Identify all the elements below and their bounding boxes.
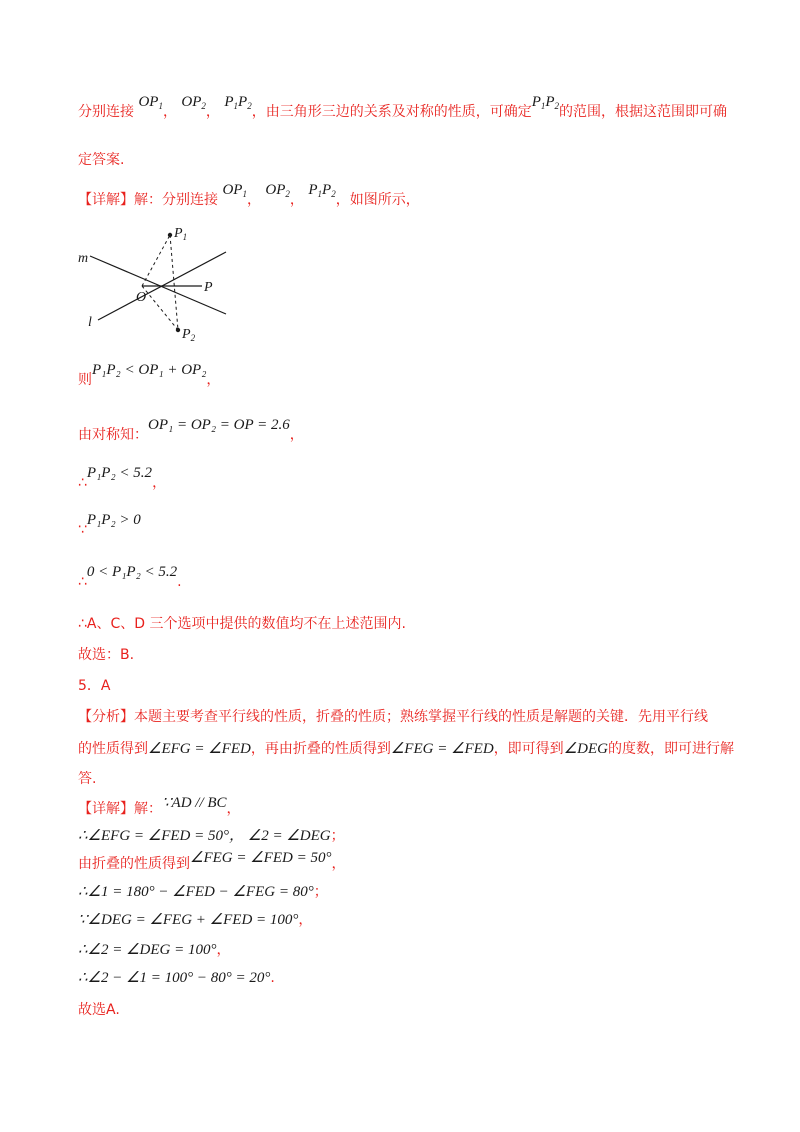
step-suffix: . — [270, 970, 275, 986]
step-formula: P₁P₂ < OP₁ + OP₂ — [92, 362, 207, 378]
step-prefix: 由对称知： — [78, 427, 148, 443]
text: 的度数，即可进行解 — [607, 741, 734, 757]
step-line — [78, 968, 275, 988]
step-line — [78, 362, 221, 390]
step-formula: ∴∠2 = ∠DEG = 100° — [78, 942, 217, 958]
label-m: m — [78, 251, 89, 266]
detail-line — [78, 182, 420, 214]
step-prefix: 则 — [78, 372, 92, 388]
analysis-tag: 【分析】 — [78, 709, 134, 725]
comma: ， — [246, 192, 261, 208]
question-header: 5．A — [78, 678, 111, 694]
step-suffix: ， — [331, 856, 346, 872]
formula-p1p2: $P_1P_2$ — [531, 94, 560, 111]
step-line — [78, 465, 167, 493]
text: ，再由折叠的性质得到 — [250, 741, 391, 757]
step-prefix: ∵ — [78, 522, 87, 538]
step-formula: ∴∠EFG = ∠FED = 50°， ∠2 = ∠DEG — [78, 828, 331, 844]
step-line — [78, 417, 304, 445]
step-formula: ∵∠DEG = ∠FEG + ∠FED = 100° — [78, 912, 299, 928]
detail-tag: 【详解】 — [78, 192, 134, 208]
detail-tag: 【详解】 — [78, 801, 134, 817]
formula-p1p2: $P_1P_2$ — [224, 94, 252, 111]
label-o: O — [136, 290, 147, 305]
step-line — [78, 940, 231, 960]
text: ，如图所示， — [335, 192, 420, 208]
step-prefix: ∴ — [78, 574, 87, 590]
text: 解： — [134, 801, 162, 817]
analysis-line-2: 定答案. — [78, 152, 125, 168]
formula-p1p2: $P_1P_2$ — [308, 182, 336, 199]
step-suffix: ， — [289, 427, 304, 443]
geometry-figure — [78, 222, 238, 347]
label-l: l — [88, 315, 92, 330]
text: 本题主要考查平行线的性质，折叠的性质；熟练掌握平行线的性质是解题的关键．先用平行线 — [134, 709, 708, 725]
step-formula: ∴∠1 = 180° − ∠FED − ∠FEG = 80° — [78, 884, 314, 900]
formula: ∵AD // BC — [162, 795, 227, 811]
text: 的范围，根据这范围即可确 — [559, 104, 728, 120]
step-line — [78, 910, 312, 930]
text: 分别连接 — [78, 104, 134, 120]
formula: ∠EFG = ∠FED — [148, 741, 251, 757]
step-prefix: 由折叠的性质得到 — [78, 856, 190, 872]
formula-op2: $OP_2$ — [181, 94, 206, 111]
comma: ， — [162, 104, 177, 120]
comma: ， — [289, 192, 304, 208]
step-formula: P₁P₂ > 0 — [86, 512, 141, 528]
label-p1: $P_1$ — [174, 226, 188, 242]
formula-op1: $OP_1$ — [222, 182, 247, 199]
step-formula: ∴∠2 − ∠1 = 100° − 80° = 20° — [78, 970, 271, 986]
step-line — [78, 826, 345, 846]
step-suffix: ， — [216, 942, 231, 958]
step-formula: ∠FEG = ∠FED = 50° — [190, 850, 332, 866]
formula: ∠FEG = ∠FED — [390, 741, 494, 757]
step-line — [78, 850, 346, 874]
text: 解：分别连接 — [134, 192, 218, 208]
label-p: P — [204, 280, 213, 295]
point-p1 — [168, 233, 172, 237]
segment-op1 — [142, 235, 170, 286]
segment-op2 — [142, 286, 178, 330]
formula-op2: $OP_2$ — [265, 182, 290, 199]
formula-op1: $OP_1$ — [138, 94, 163, 111]
text: ，即可得到 — [493, 741, 564, 757]
text: ， — [226, 801, 241, 817]
segment-p1p2 — [170, 235, 178, 330]
step-suffix: ； — [330, 828, 345, 844]
step-formula: OP₁ = OP₂ = OP = 2.6 — [148, 417, 290, 433]
point-p2 — [176, 328, 180, 332]
analysis-line-2 — [78, 739, 734, 759]
step-suffix: ， — [298, 912, 313, 928]
conclusion: ∴A、C、D 三个选项中提供的数值均不在上述范围内. — [78, 616, 406, 632]
step-suffix: ， — [206, 372, 221, 388]
label-p2: $P_2$ — [182, 327, 196, 343]
answer: 故选：B. — [78, 647, 135, 663]
answer: 故选A. — [78, 1002, 120, 1018]
step-suffix: . — [177, 574, 182, 590]
step-suffix: ； — [313, 884, 328, 900]
text: 的性质得到 — [78, 741, 148, 757]
analysis-line-1 — [78, 707, 708, 727]
detail-line — [78, 795, 241, 819]
analysis-line-3: 答. — [78, 771, 97, 787]
step-line — [78, 512, 141, 540]
text: ，由三角形三边的关系及对称的性质，可确定 — [251, 104, 532, 120]
step-line — [78, 564, 182, 592]
formula: ∠DEG — [563, 741, 608, 757]
analysis-line-1 — [78, 94, 728, 126]
step-line — [78, 882, 328, 902]
step-suffix: ， — [152, 475, 167, 491]
step-formula: 0 < P₁P₂ < 5.2 — [86, 564, 178, 580]
step-prefix: ∴ — [78, 475, 87, 491]
step-formula: P₁P₂ < 5.2 — [86, 465, 153, 481]
comma: ， — [205, 104, 220, 120]
